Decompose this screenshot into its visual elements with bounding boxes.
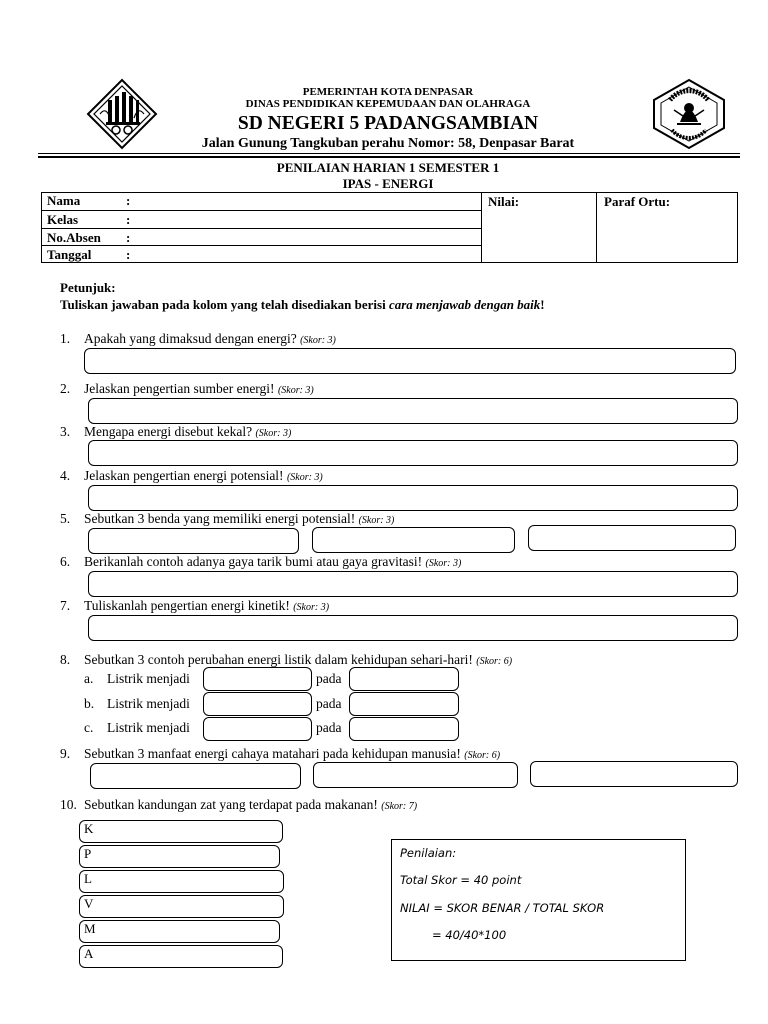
question-text xyxy=(84,796,417,815)
question-number: 10. xyxy=(60,797,77,812)
penilaian-formula: NILAI = SKOR BENAR / TOTAL SKOR xyxy=(400,901,605,915)
header-school-name: SD NEGERI 5 PADANGSAMBIAN xyxy=(237,113,539,134)
question-number: 7. xyxy=(60,598,71,613)
question-prompt: Apakah yang dimaksud dengan energi? xyxy=(84,331,297,346)
answer-box-8b-2[interactable] xyxy=(349,692,459,716)
identity-colon: : xyxy=(126,193,131,208)
header-rule-thick xyxy=(38,156,740,158)
answer-box-5b[interactable] xyxy=(312,527,515,553)
q8-letter: a. xyxy=(84,671,94,686)
question-text xyxy=(84,553,461,572)
identity-label: Tanggal xyxy=(47,247,92,262)
question-prompt: Sebutkan 3 contoh perubahan energi listik dalam kehidupan sehari-hari! xyxy=(84,652,473,667)
paraf-label: Paraf Ortu: xyxy=(604,194,671,209)
zat-letter: A xyxy=(84,946,94,961)
penilaian-title: Penilaian: xyxy=(400,846,457,860)
question-prompt: Jelaskan pengertian sumber energi! xyxy=(84,381,275,396)
q8-text: Listrik menjadi xyxy=(107,671,190,686)
header-address: Jalan Gunung Tangkuban perahu Nomor: 58, Denpasar Barat xyxy=(201,136,575,151)
answer-box-8b-1[interactable] xyxy=(203,692,312,716)
question-10 xyxy=(0,796,768,814)
identity-label: No.Absen xyxy=(47,230,101,245)
answer-box-4[interactable] xyxy=(88,485,738,511)
instructions-text-before: Tuliskan jawaban pada kolom yang telah disediakan berisi xyxy=(60,297,389,312)
answer-box-2[interactable] xyxy=(88,398,738,424)
identity-row-tanggal[interactable] xyxy=(41,245,482,263)
answer-box-10-k[interactable] xyxy=(79,820,283,843)
question-6 xyxy=(0,553,768,571)
zat-letter: M xyxy=(84,921,96,936)
nilai-label: Nilai: xyxy=(488,194,520,209)
question-1 xyxy=(0,330,768,348)
question-text xyxy=(84,467,323,486)
question-prompt: Tuliskanlah pengertian energi kinetik! xyxy=(84,598,290,613)
question-number: 6. xyxy=(60,554,71,569)
question-number: 3. xyxy=(60,424,71,439)
header-department: DINAS PENDIDIKAN KEPEMUDAAN DAN OLAHRAGA xyxy=(245,98,531,110)
question-score: (Skor: 3) xyxy=(425,558,462,569)
answer-box-7[interactable] xyxy=(88,615,738,641)
question-score: (Skor: 3) xyxy=(300,335,336,346)
answer-box-10-l[interactable] xyxy=(79,870,284,893)
question-score: (Skor: 7) xyxy=(381,801,418,812)
answer-box-10-a[interactable] xyxy=(79,945,283,968)
identity-row-absen[interactable] xyxy=(41,228,482,246)
question-number: 5. xyxy=(60,511,71,526)
question-score: (Skor: 3) xyxy=(286,472,323,483)
question-score: (Skor: 6) xyxy=(464,750,501,761)
identity-row-nama[interactable] xyxy=(41,192,482,210)
q8-letter: c. xyxy=(84,720,94,735)
answer-box-10-v[interactable] xyxy=(79,895,284,918)
q8-letter: b. xyxy=(84,696,95,711)
question-number: 4. xyxy=(60,468,71,483)
answer-box-8c-1[interactable] xyxy=(203,717,312,741)
answer-box-10-p[interactable] xyxy=(79,845,280,868)
zat-letter: L xyxy=(84,871,92,886)
answer-box-9c[interactable] xyxy=(530,761,738,787)
identity-divider-2 xyxy=(596,192,597,263)
instructions-heading: Petunjuk: xyxy=(60,280,116,295)
header-rule-thin xyxy=(38,153,740,154)
question-score: (Skor: 3) xyxy=(277,385,314,396)
instructions-text-italic: cara menjawab dengan baik xyxy=(388,297,541,312)
q8-text: Listrik menjadi xyxy=(107,696,190,711)
question-score: (Skor: 3) xyxy=(358,515,395,526)
question-4 xyxy=(0,467,768,485)
answer-box-8a-1[interactable] xyxy=(203,667,312,691)
answer-box-8a-2[interactable] xyxy=(349,667,459,691)
question-prompt: Mengapa energi disebut kekal? xyxy=(84,424,253,439)
instructions-text-after: ! xyxy=(540,297,545,312)
zat-letter: K xyxy=(84,821,94,836)
answer-box-6[interactable] xyxy=(88,571,738,597)
penilaian-total: Total Skor = 40 point xyxy=(400,873,522,887)
penilaian-calc: = 40/40*100 xyxy=(432,928,507,942)
question-2 xyxy=(0,380,768,398)
question-number: 8. xyxy=(60,652,71,667)
zat-letter: V xyxy=(84,896,94,911)
identity-label: Nama xyxy=(47,193,81,208)
question-3 xyxy=(0,423,768,441)
question-number: 9. xyxy=(60,746,71,761)
answer-box-10-m[interactable] xyxy=(79,920,280,943)
instructions-text xyxy=(60,296,545,313)
q8-pada: pada xyxy=(316,696,342,711)
identity-colon: : xyxy=(126,230,131,245)
q8-pada: pada xyxy=(316,671,342,686)
q8-text: Listrik menjadi xyxy=(107,720,190,735)
question-text xyxy=(84,330,336,349)
answer-box-8c-2[interactable] xyxy=(349,717,459,741)
question-number: 1. xyxy=(60,331,71,346)
question-number: 2. xyxy=(60,381,71,396)
question-text xyxy=(84,597,329,616)
question-prompt: Sebutkan kandungan zat yang terdapat pada makanan! xyxy=(84,797,378,812)
exam-title: PENILAIAN HARIAN 1 SEMESTER 1 xyxy=(276,160,500,175)
answer-box-5c[interactable] xyxy=(528,525,736,551)
question-prompt: Berikanlah contoh adanya gaya tarik bumi atau gaya gravitasi! xyxy=(84,554,423,569)
question-score: (Skor: 6) xyxy=(476,656,513,667)
answer-box-3[interactable] xyxy=(88,440,738,466)
identity-colon: : xyxy=(126,247,131,262)
q8-pada: pada xyxy=(316,720,342,735)
question-score: (Skor: 3) xyxy=(255,428,292,439)
question-text xyxy=(84,380,314,399)
identity-row-kelas[interactable] xyxy=(41,210,482,228)
answer-box-9b[interactable] xyxy=(313,762,518,788)
question-score: (Skor: 3) xyxy=(293,602,330,613)
exam-subject: IPAS - ENERGI xyxy=(342,176,434,191)
zat-letter: P xyxy=(84,846,92,861)
question-prompt: Sebutkan 3 benda yang memiliki energi potensial! xyxy=(84,511,356,526)
header-government: PEMERINTAH KOTA DENPASAR xyxy=(302,86,474,98)
identity-label: Kelas xyxy=(47,212,79,227)
question-prompt: Sebutkan 3 manfaat energi cahaya matahari pada kehidupan manusia! xyxy=(84,746,461,761)
question-prompt: Jelaskan pengertian energi potensial! xyxy=(84,468,284,483)
answer-box-9a[interactable] xyxy=(90,763,301,789)
answer-box-5a[interactable] xyxy=(88,528,299,554)
answer-box-1[interactable] xyxy=(84,348,736,374)
identity-colon: : xyxy=(126,212,131,227)
question-7 xyxy=(0,597,768,615)
